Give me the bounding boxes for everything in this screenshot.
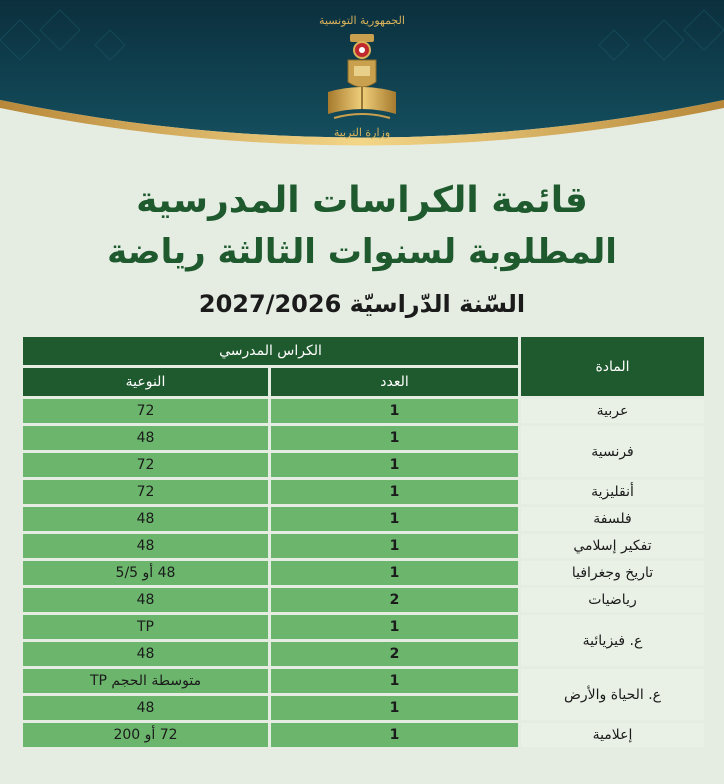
subject-cell: أنقليزية — [521, 480, 704, 504]
republic-text: الجمهورية التونسية — [319, 14, 405, 27]
subject-cell: فلسفة — [521, 507, 704, 531]
count-cell: 1 — [271, 723, 518, 747]
table-row — [23, 426, 704, 450]
type-cell: 72 — [23, 453, 268, 477]
table-row — [23, 615, 704, 639]
subject-cell: ع. فيزيائية — [521, 615, 704, 666]
type-cell: 48 — [23, 588, 268, 612]
header-count: العدد — [271, 368, 518, 396]
type-cell: 48 — [23, 534, 268, 558]
subject-cell: رياضيات — [521, 588, 704, 612]
type-cell: 72 — [23, 399, 268, 423]
type-cell: 48 — [23, 426, 268, 450]
count-cell: 1 — [271, 507, 518, 531]
subject-cell: تاريخ وجغرافيا — [521, 561, 704, 585]
count-cell: 1 — [271, 696, 518, 720]
table-row — [23, 507, 704, 531]
header-subject: المادة — [521, 337, 704, 396]
type-cell: 48 — [23, 642, 268, 666]
type-cell: متوسطة الحجم TP — [23, 669, 268, 693]
ministry-emblem — [312, 14, 412, 142]
count-cell: 1 — [271, 615, 518, 639]
table-row — [23, 669, 704, 693]
header-notebook-group: الكراس المدرسي — [23, 337, 518, 365]
table-row — [23, 399, 704, 423]
subject-cell: عربية — [521, 399, 704, 423]
type-cell: TP — [23, 615, 268, 639]
type-cell: 48 — [23, 696, 268, 720]
table-row — [23, 723, 704, 747]
table-row — [23, 561, 704, 585]
count-cell: 1 — [271, 480, 518, 504]
ministry-text: وزارة التربية — [333, 126, 391, 139]
count-cell: 2 — [271, 588, 518, 612]
school-year: السّنة الدّراسيّة 2027/2026 — [198, 290, 526, 318]
count-cell: 1 — [271, 399, 518, 423]
table-row — [23, 588, 704, 612]
page-header — [0, 0, 724, 165]
type-cell: 72 أو 200 — [23, 723, 268, 747]
header-type: النوعية — [23, 368, 268, 396]
emblem-icon — [320, 30, 404, 126]
count-cell: 1 — [271, 534, 518, 558]
subject-cell: ع. الحياة والأرض — [521, 669, 704, 720]
count-cell: 1 — [271, 561, 518, 585]
type-cell: 48 أو 5/5 — [23, 561, 268, 585]
table-row — [23, 480, 704, 504]
count-cell: 1 — [271, 669, 518, 693]
subject-cell: إعلامية — [521, 723, 704, 747]
page-subtitle: المطلوبة لسنوات الثالثة رياضة — [107, 232, 617, 272]
subject-cell: فرنسية — [521, 426, 704, 477]
count-cell: 1 — [271, 453, 518, 477]
subject-cell: تفكير إسلامي — [521, 534, 704, 558]
page-title: قائمة الكراسات المدرسية — [136, 180, 588, 221]
count-cell: 2 — [271, 642, 518, 666]
notebooks-table — [20, 334, 707, 750]
table-row — [23, 534, 704, 558]
count-cell: 1 — [271, 426, 518, 450]
type-cell: 72 — [23, 480, 268, 504]
type-cell: 48 — [23, 507, 268, 531]
